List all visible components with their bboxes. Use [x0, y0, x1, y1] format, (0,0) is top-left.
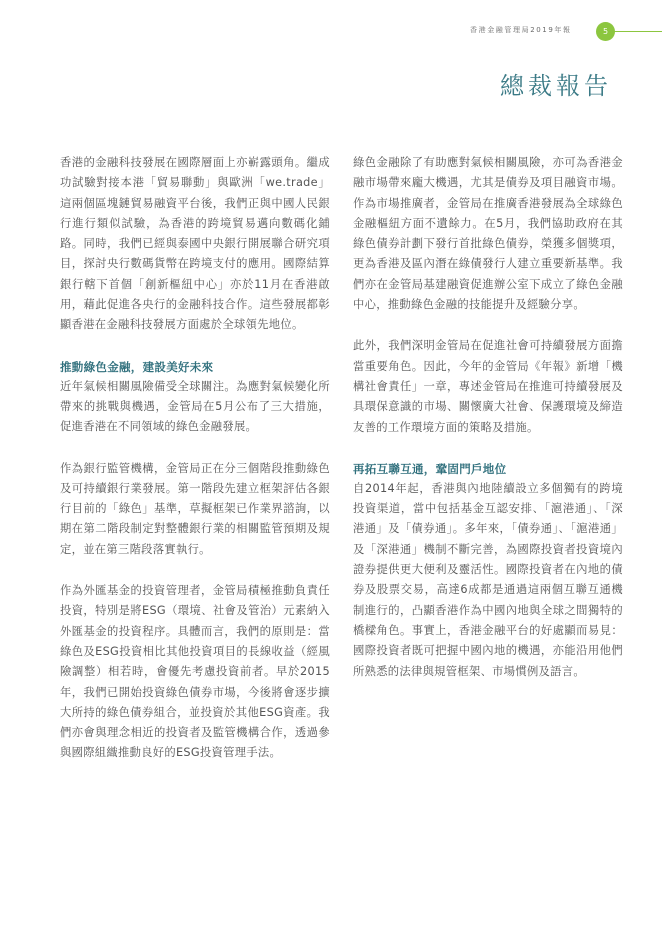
left-column [60, 153, 330, 785]
page-title: 總裁報告 [500, 72, 612, 100]
paragraph-esg-investment: 作為外匯基金的投資管理者，金管局積極推動負責任投資，特別是將ESG（環境、社會及管治）元素納入外匯基金的投資程序。具體而言，我們的原則是：當綠色及ESG投資相比其他投資項目的長線收益（經風險調整）相若時，會優先考慮投資前者。早於2015年，我們已開始投資綠色債券市場，今後將會逐步擴大所持的綠色債券組合，並投資於其他ESG資產。我們亦會與理念相近的投資者及監管機構合作，透過參與國際組織推動良好的ESG投資管理手法。 [60, 584, 330, 760]
section-heading-connectivity: 再拓互聯互通，鞏固門戶地位 [353, 461, 507, 476]
page-number-badge: 5 [596, 22, 615, 41]
paragraph-stock-connect: 自2014年起，香港與內地陸續設立多個獨有的跨境投資渠道，當中包括基金互認安排、「滬港通」、「深港通」及「債券通」。多年來，「債券通」、「滬港通」及「深港通」機制不斷完善，為國際投資者投資境內證券提供更大便利及靈活性。國際投資者在內地的債券及股票交易，高達6成都是通過這兩個互聯互通機制進行的，凸顯香港作為中國內地與全球之間獨特的橋樑角色。事實上，香港金融平台的好處顯而易見：國際投資者既可把握中國內地的機遇，亦能沿用他們所熟悉的法律與規管框架、市場慣例及語言。 [353, 481, 623, 678]
paragraph-banking-supervision: 作為銀行監管機構，金管局正在分三個階段推動綠色及可持續銀行業發展。第一階段先建立框架評估各銀行目前的「綠色」基準，草擬框架已作業界諮詢，以期在第二階段制定對整體銀行業的相關監管預期及規定，並在第三階段落實執行。 [60, 461, 330, 556]
paragraph-climate-risk: 近年氣候相關風險備受全球關注。為應對氣候變化所帶來的挑戰與機遇，金管局在5月公布了三大措施，促進香港在不同領域的綠色金融發展。 [60, 379, 330, 434]
paragraph-fintech: 香港的金融科技發展在國際層面上亦嶄露頭角。繼成功試驗對接本港「貿易聯動」與歐洲「we.trade」這兩個區塊鏈貿易融資平台後，我們正與中國人民銀行進行類似試驗，為香港的跨境貿易邁向數碼化鋪路。同時，我們已經與泰國中央銀行開展聯合研究項目，探討央行數碼貨幣在跨境支付的應用。國際結算銀行轄下首個「創新樞紐中心」亦於11月在香港啟用，藉此促進各央行的金融科技合作。這些發展都彰顯香港在金融科技發展方面處於全球領先地位。 [60, 156, 330, 332]
paragraph-csr: 此外，我們深明金管局在促進社會可持續發展方面擔當重要角色。因此，今年的金管局《年報》新增「機構社會責任」一章，專述金管局在推進可持續發展及具環保意識的市場、關懷廣大社會、保護環境及締造友善的工作環境方面的策略及措施。 [353, 339, 623, 434]
paragraph-green-bonds: 綠色金融除了有助應對氣候相關風險，亦可為香港金融市場帶來龐大機遇，尤其是債券及項目融資市場。作為市場推廣者，金管局在推廣香港發展為全球綠色金融樞紐方面不遺餘力。在5月，我們協助政府在其綠色債券計劃下發行首批綠色債券，榮獲多個獎項，更為香港及區內潛在綠債發行人建立重要新基準。我們亦在金管局基建融資促進辦公室下成立了綠色金融中心，推動綠色金融的技能提升及經驗分享。 [353, 156, 623, 312]
report-title: 香港金融管理局2019年報 [470, 26, 572, 34]
section-heading-green-finance: 推動綠色金融，建設美好未來 [60, 359, 214, 374]
right-column [353, 153, 623, 703]
